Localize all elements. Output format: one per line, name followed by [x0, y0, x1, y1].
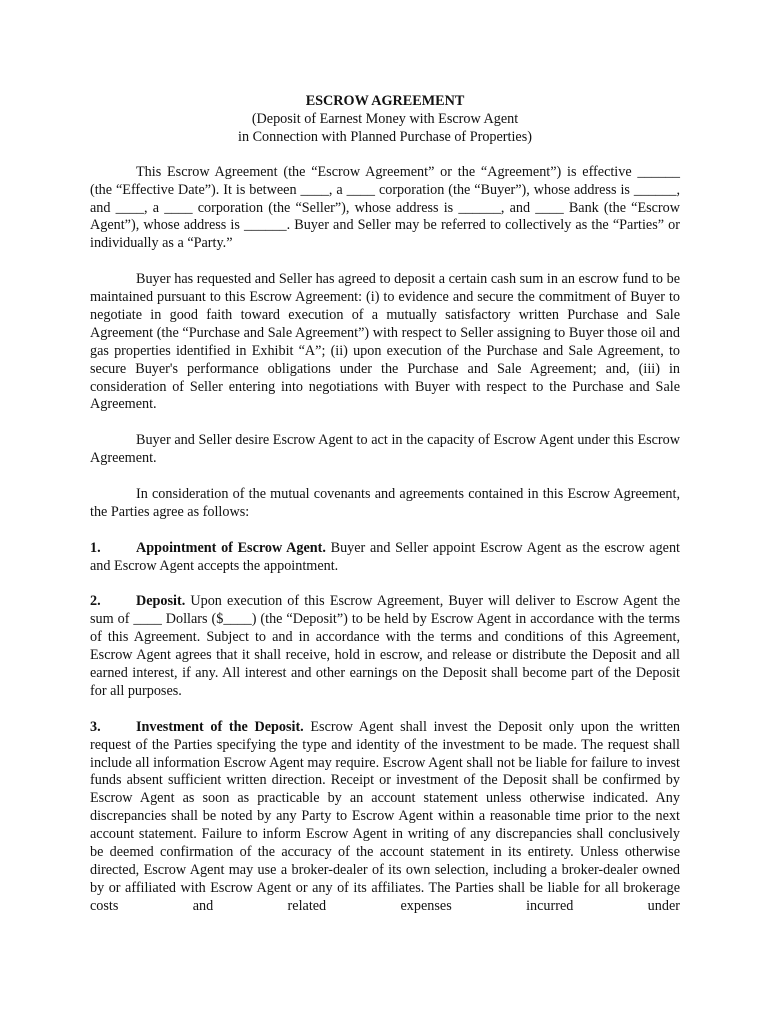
section-3 — [90, 719, 680, 916]
section-3-number: 3. — [90, 718, 101, 735]
recital-paragraph-1: Buyer has requested and Seller has agreed to deposit a certain cash sum in an escrow fund to be maintained pursuant to this Escrow Agreement: (i) to evidence and secure the commitment of Buyer to negotiate in good faith toward execution of a mutually satisfactory written Purchase and Sale Agreement (the “Purchase and Sale Agreement”) with respect to Seller assigning to Buyer those oil and gas properties identified in Exhibit “A”; (ii) upon execution of the Purchase and Sale Agreement, to secure Buyer's performance obligations under the Purchase and Sale Agreement; and, (iii) in consideration of Seller entering into negotiations with Buyer with respect to the Purchase and Sale Agreement. — [90, 271, 680, 413]
section-3-body: Escrow Agent shall invest the Deposit only upon the written request of the Parties specifying the type and identity of the investment to be made. The request shall include all information Escrow Agent may require. Escrow Agent shall not be liable for failure to invest funds absent sufficient written direction. Receipt or investment of the Deposit shall be confirmed by Escrow Agent as soon as practicable by an account statement unless otherwise indicated. Any discrepancies shall be noted by any Party to Escrow Agent within a reasonable time prior to the next account statement. Failure to inform Escrow Agent in writing of any discrepancies shall conclusively be deemed confirmation of the accuracy of the account statement in its entirety. Unless otherwise directed, Escrow Agent may use a broker-dealer of its own selection, including a broker-dealer owned by or affiliated with Escrow Agent or any of its affiliates. The Parties shall be liable for all brokerage costs and related expenses incurred under — [90, 718, 680, 914]
section-3-heading: Investment of the Deposit. — [136, 718, 304, 735]
section-2-body: Upon execution of this Escrow Agreement, Buyer will deliver to Escrow Agent the sum of ____ Dollars ($____) (the “Deposit”) to be held by Escrow Agent in accordance with the terms of this Agreement. Subject to and in accordance with the terms and conditions of this Agreement, Escrow Agent agrees that it shall receive, hold in escrow, and release or distribute the Deposit and all earned interest, if any. All interest and other earnings on the Deposit shall become part of the Deposit for all purposes. — [90, 593, 680, 699]
document-title: ESCROW AGREEMENT — [305, 93, 465, 109]
title-block — [90, 93, 680, 147]
recital-paragraph-3: In consideration of the mutual covenants and agreements contained in this Escrow Agreement, the Parties agree as follows: — [90, 485, 680, 520]
document-page — [90, 93, 680, 916]
document-subtitle-line-1: (Deposit of Earnest Money with Escrow Agent — [251, 110, 519, 127]
section-2-heading: Deposit. — [136, 593, 186, 610]
document-subtitle-line-2: in Connection with Planned Purchase of Properties) — [238, 128, 532, 145]
recital-paragraph-2: Buyer and Seller desire Escrow Agent to act in the capacity of Escrow Agent under this Escrow Agreement. — [90, 432, 680, 467]
intro-paragraph: This Escrow Agreement (the “Escrow Agreement” or the “Agreement”) is effective ______ (the “Effective Date”). It is between ____, a ____ corporation (the “Buyer”), whose address is ______, and ____, a ____ corporation (the “Seller”), whose address is ______, and ____ Bank (the “Escrow Agent”), whose address is ______. Buyer and Seller may be referred to collectively as the “Parties” or individually as a “Party.” — [90, 163, 680, 252]
section-1 — [90, 540, 680, 576]
section-1-body: Buyer and Seller appoint Escrow Agent as the escrow agent and Escrow Agent accepts the appointment. — [90, 539, 681, 574]
section-2-number: 2. — [90, 593, 101, 610]
section-1-number: 1. — [90, 539, 101, 556]
section-2 — [90, 593, 680, 700]
section-1-heading: Appointment of Escrow Agent. — [136, 539, 326, 556]
